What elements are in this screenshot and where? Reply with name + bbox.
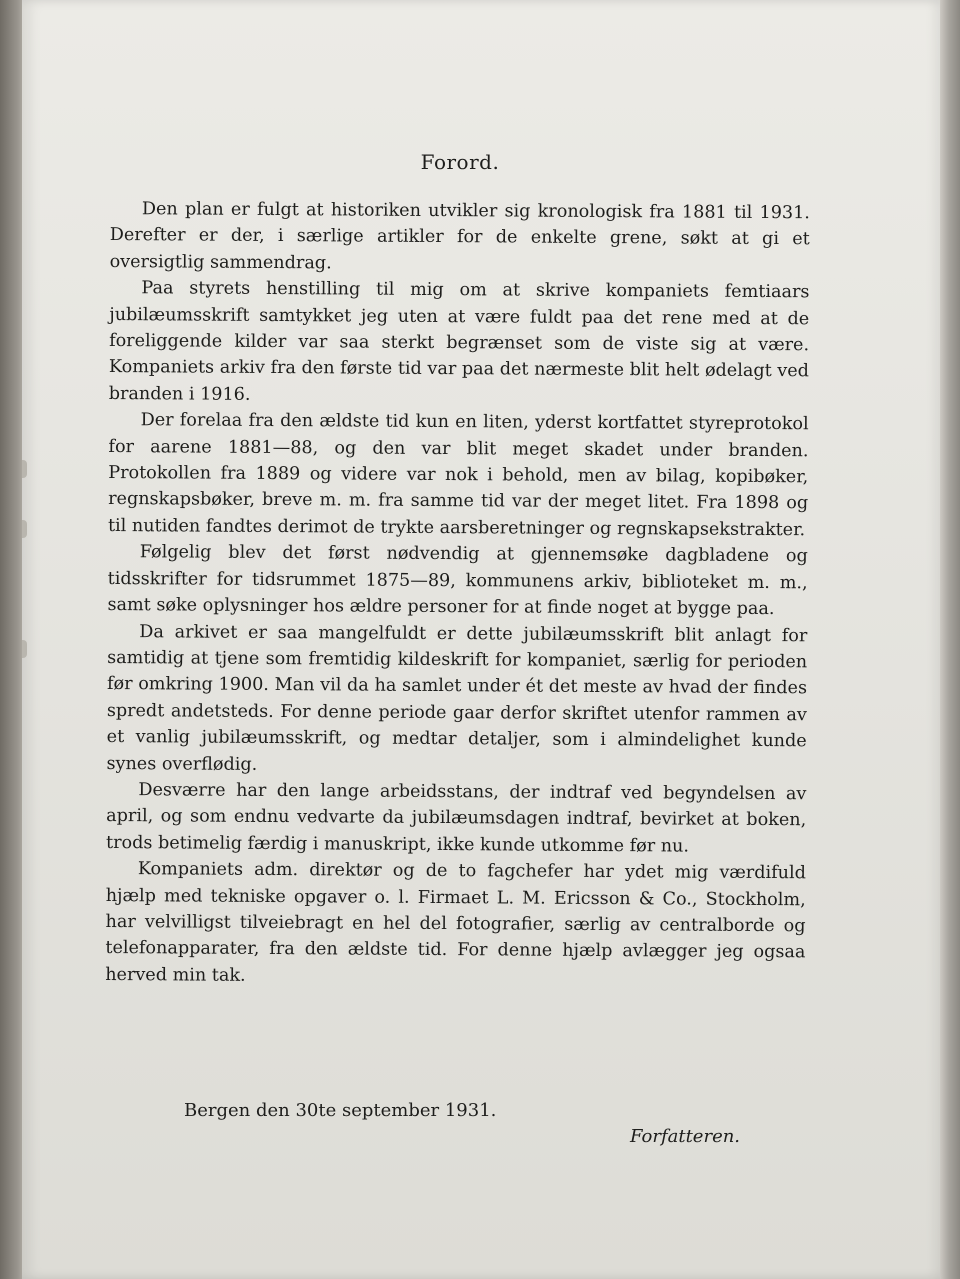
- page-edge-mark: [22, 640, 27, 658]
- place-date: Bergen den 30te september 1931.: [184, 1100, 497, 1121]
- paragraph: Kompaniets adm. direktør og de to fagchefer har ydet mig værdifuld hjælp med tekniske opgaver o. l. Firmaet L. M. Ericsson & Co., Stockholm, har velvilligst tilveiebragt en hel del fotografier, særlig av centralborde og telefonapparater, fra den ældste tid. For denne hjælp avlægger jeg ogsaa herved min tak.: [105, 859, 806, 986]
- page-edge-mark: [22, 460, 27, 478]
- page-edge-mark: [22, 520, 27, 538]
- book-page: [22, 0, 940, 1279]
- paragraph: Følgelig blev det først nødvendig at gjennemsøke dagbladene og tidsskrifter for tidsrummet 1875—89, kommunens arkiv, biblioteket m. m., samt søke oplysninger hos ældre personer for at finde noget at bygge paa.: [107, 542, 808, 620]
- paragraph: Den plan er fulgt at historiken utvikler sig kronologisk fra 1881 til 1931. Derefter er der, i særlige artikler for de enkelte grene, søkt at gi et oversigtlig sammendrag.: [109, 199, 810, 274]
- backdrop-right: [938, 0, 960, 1279]
- author-signature: Forfatteren.: [630, 1126, 741, 1147]
- paragraph: Desværre har den lange arbeidsstans, der indtraf ved begyndelsen av april, og som endnu vedvarte da jubilæumsdagen indtraf, bevirket at boken, trods betimelig færdig i manuskript, ikke kunde utkomme før nu.: [105, 780, 807, 857]
- paragraph: Paa styrets henstilling til mig om at skrive kompaniets femtiaars jubilæumsskrift samtykket jeg uten at være fuldt paa det rene med at de foreliggende kilder var saa sterkt begrænset som de viste sig at være. Kompaniets arkiv fra den første tid var paa det nærmeste blit helt ødelagt ved branden i 1916.: [108, 278, 810, 405]
- paragraph: Der forelaa fra den ældste tid kun en liten, yderst kortfattet styreprotokol for aarene 1881—88, og den var blit meget skadet under branden. Protokollen fra 1889 og videre var nok i behold, men av bilag, kopibøker, regnskapsbøker, breve m. m. fra samme tid var der meget litet. Fra 1898 og til nutiden fandtes derimot de trykte aarsberetninger og regnskapsekstrakter.: [107, 410, 809, 541]
- preface-body: [105, 196, 810, 992]
- page-title: Forord.: [420, 150, 500, 174]
- paragraph: Da arkivet er saa mangelfuldt er dette jubilæumsskrift blit anlagt for samtidig at tjene som fremtidig kildeskrift for kompaniet, særlig for perioden før omkring 1900. Man vil da ha samlet under ét det meste av hvad der findes spredt andetsteds. For denne periode gaar derfor skriftet utenfor rammen av et vanlig jubilæumsskrift, og medtar detaljer, som i almindelighet kunde synes overflødig.: [106, 621, 808, 775]
